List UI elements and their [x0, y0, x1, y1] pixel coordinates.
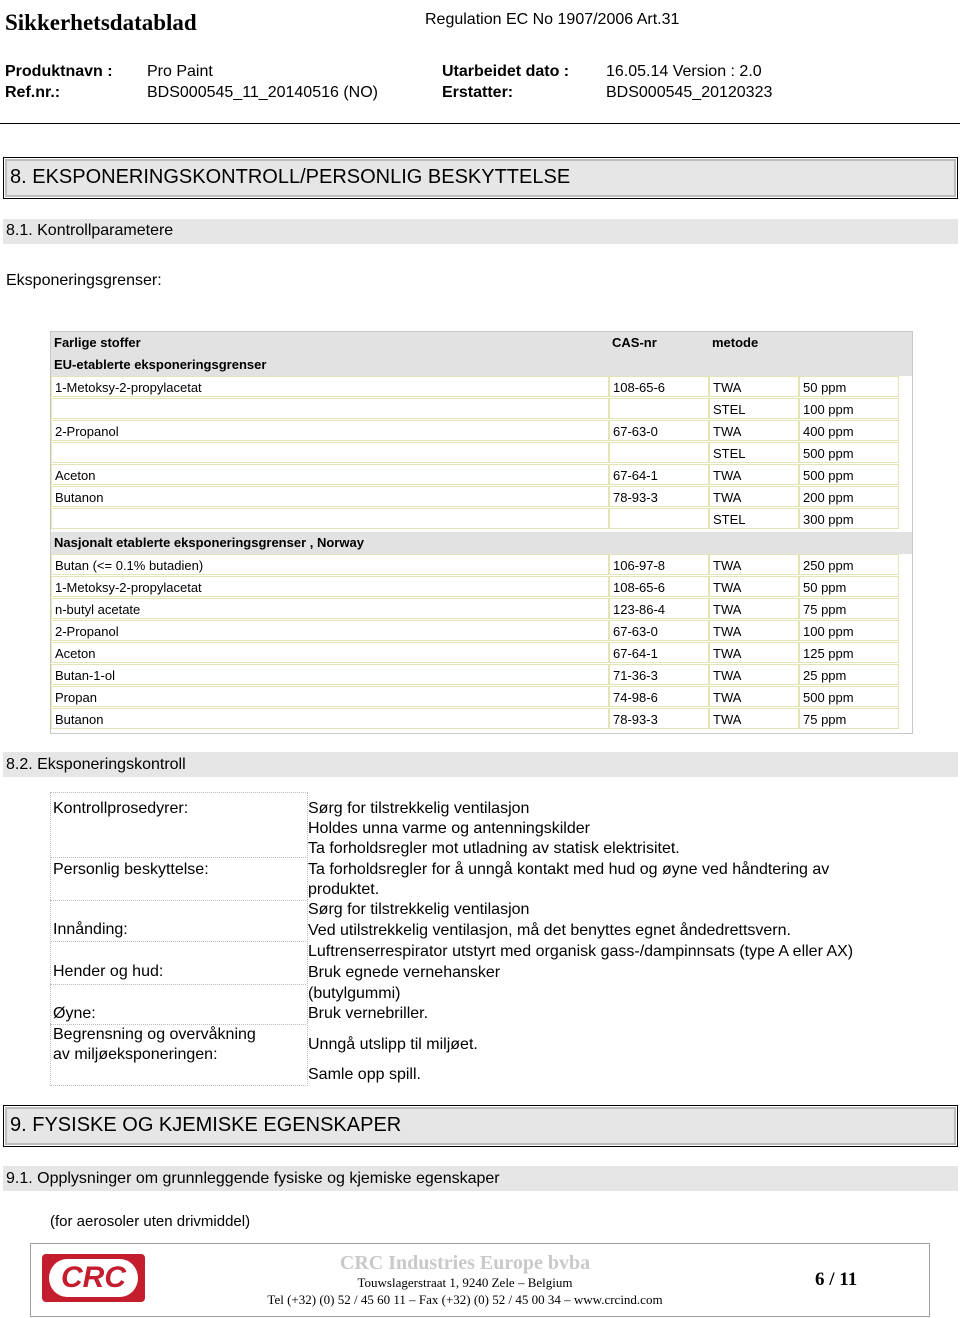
cas-cell: 78-93-3: [609, 486, 709, 507]
environmental-exposure-label-line-1: Begrensning og overvåkning: [53, 1026, 256, 1043]
value-cell: 250 ppm: [799, 554, 899, 575]
divider: [50, 900, 306, 901]
document-title: Sikkerhetsdatablad: [5, 10, 197, 35]
value-cell: 100 ppm: [799, 398, 899, 419]
substance-cell: 1-Metoksy-2-propylacetat: [51, 376, 609, 397]
environmental-exposure-label-line-2: av miljøeksponeringen:: [53, 1046, 218, 1063]
cas-cell: [609, 508, 709, 529]
eyes-label: Øyne:: [53, 1005, 96, 1022]
cas-cell: 67-63-0: [609, 420, 709, 441]
control-text-line: Sørg for tilstrekkelig ventilasjon: [308, 901, 530, 918]
value-cell: 50 ppm: [799, 576, 899, 597]
control-text-line: Ta forholdsregler for å unngå kontakt med hud og øyne ved håndtering av: [308, 861, 830, 878]
hands-skin-label: Hender og hud:: [53, 963, 164, 980]
divider: [50, 984, 306, 985]
cas-cell: 67-64-1: [609, 642, 709, 663]
cas-cell: [609, 398, 709, 419]
table-row: [51, 620, 912, 642]
cas-cell: 71-36-3: [609, 664, 709, 685]
value-cell: 50 ppm: [799, 376, 899, 397]
substance-cell: Aceton: [51, 642, 609, 663]
personal-protection-label: Personlig beskyttelse:: [53, 861, 209, 878]
ref-label: Ref.nr.:: [5, 84, 61, 101]
value-cell: 100 ppm: [799, 620, 899, 641]
method-cell: STEL: [709, 508, 799, 529]
method-cell: STEL: [709, 442, 799, 463]
value-cell: 75 ppm: [799, 708, 899, 729]
table-row: [51, 464, 912, 486]
control-text-line: Ved utilstrekkelig ventilasjon, må det benyttes egnet åndedrettsvern.: [308, 922, 791, 939]
method-cell: TWA: [709, 464, 799, 485]
method-cell: TWA: [709, 576, 799, 597]
table-row: [51, 664, 912, 686]
exposure-limits-label: Eksponeringsgrenser:: [6, 272, 162, 289]
value-cell: 500 ppm: [799, 464, 899, 485]
table-row: [51, 686, 912, 708]
company-name: CRC Industries Europe bvba: [339, 1252, 591, 1274]
control-text-line: Sørg for tilstrekkelig ventilasjon: [308, 800, 530, 817]
method-cell: TWA: [709, 686, 799, 707]
ref-value: BDS000545_11_20140516 (NO): [147, 84, 378, 101]
column-header-method: metode: [712, 335, 759, 350]
cas-cell: 123-86-4: [609, 598, 709, 619]
table-row: [51, 442, 912, 464]
product-value: Pro Paint: [147, 63, 213, 80]
substance-cell: Propan: [51, 686, 609, 707]
divider: [50, 857, 306, 858]
exposure-limits-table: [50, 331, 913, 734]
page-number: 6 / 11: [815, 1269, 858, 1290]
method-cell: TWA: [709, 420, 799, 441]
company-address: Touwslagerstraat 1, 9240 Zele – Belgium: [357, 1275, 573, 1290]
inhalation-label: Innånding:: [53, 921, 128, 938]
table-row: [51, 598, 912, 620]
method-cell: TWA: [709, 598, 799, 619]
substance-cell: Butan (<= 0.1% butadien): [51, 554, 609, 575]
control-procedures-label: Kontrollprosedyrer:: [53, 800, 189, 817]
substance-cell: 2-Propanol: [51, 420, 609, 441]
control-text-line: Luftrenserrespirator utstyrt med organisk gass-/dampinnsats (type A eller AX): [308, 943, 854, 960]
eu-group-row: [51, 354, 912, 376]
substance-cell: Butan-1-ol: [51, 664, 609, 685]
header-divider: [0, 123, 960, 124]
substance-cell: [51, 398, 609, 419]
divider: [50, 1024, 306, 1025]
method-cell: TWA: [709, 708, 799, 729]
table-row: [51, 642, 912, 664]
control-text-line: Unngå utslipp til miljøet.: [308, 1036, 478, 1053]
table-row: [51, 376, 912, 398]
cas-cell: 67-64-1: [609, 464, 709, 485]
table-row: [51, 576, 912, 598]
method-cell: TWA: [709, 620, 799, 641]
table-row: [51, 420, 912, 442]
replaces-label: Erstatter:: [442, 84, 514, 101]
company-contact: Tel (+32) (0) 52 / 45 60 11 – Fax (+32) (0) 52 / 45 00 34 – www.crcind.com: [267, 1292, 663, 1307]
cas-cell: [609, 442, 709, 463]
substance-cell: Butanon: [51, 708, 609, 729]
column-header-cas: CAS-nr: [612, 335, 657, 350]
cas-cell: 78-93-3: [609, 708, 709, 729]
aerosol-note: (for aerosoler uten drivmiddel): [50, 1213, 251, 1230]
control-text-line: Holdes unna varme og antenningskilder: [308, 820, 590, 837]
substance-cell: [51, 442, 609, 463]
eu-group-label: EU-etablerte eksponeringsgrenser: [54, 357, 267, 372]
substance-cell: Aceton: [51, 464, 609, 485]
table-row: [51, 486, 912, 508]
table-row: [51, 398, 912, 420]
cas-cell: 108-65-6: [609, 376, 709, 397]
substance-cell: 1-Metoksy-2-propylacetat: [51, 576, 609, 597]
subsection-8-2-title: 8.2. Eksponeringskontroll: [6, 756, 186, 773]
method-cell: TWA: [709, 664, 799, 685]
prepared-value: 16.05.14 Version : 2.0: [606, 63, 762, 80]
value-cell: 500 ppm: [799, 686, 899, 707]
value-cell: 125 ppm: [799, 642, 899, 663]
divider: [50, 941, 306, 942]
national-group-label: Nasjonalt etablerte eksponeringsgrenser , Norway: [54, 535, 364, 550]
method-cell: TWA: [709, 486, 799, 507]
method-cell: STEL: [709, 398, 799, 419]
control-text-line: (butylgummi): [308, 985, 401, 1002]
section-8-title: 8. EKSPONERINGSKONTROLL/PERSONLIG BESKYTTELSE: [10, 166, 571, 188]
control-text-line: Bruk vernebriller.: [308, 1005, 429, 1022]
substance-cell: [51, 508, 609, 529]
method-cell: TWA: [709, 554, 799, 575]
substance-cell: Butanon: [51, 486, 609, 507]
method-cell: TWA: [709, 376, 799, 397]
table-row: [51, 508, 912, 530]
national-group-row: [51, 532, 912, 554]
column-header-substance: Farlige stoffer: [54, 335, 141, 350]
replaces-value: BDS000545_20120323: [606, 84, 773, 101]
cas-cell: 108-65-6: [609, 576, 709, 597]
crc-logo-text: CRC: [61, 1261, 126, 1294]
value-cell: 500 ppm: [799, 442, 899, 463]
method-cell: TWA: [709, 642, 799, 663]
table-row: [51, 708, 912, 730]
prepared-label: Utarbeidet dato :: [442, 63, 570, 80]
value-cell: 25 ppm: [799, 664, 899, 685]
cas-cell: 74-98-6: [609, 686, 709, 707]
control-text-line: Ta forholdsregler mot utladning av statisk elektrisitet.: [308, 840, 680, 857]
value-cell: 200 ppm: [799, 486, 899, 507]
value-cell: 300 ppm: [799, 508, 899, 529]
control-text-line: produktet.: [308, 881, 380, 898]
substance-cell: n-butyl acetate: [51, 598, 609, 619]
control-text-line: Bruk egnede vernehansker: [308, 964, 501, 981]
subsection-8-1-title: 8.1. Kontrollparametere: [6, 222, 174, 239]
cas-cell: 106-97-8: [609, 554, 709, 575]
table-row: [51, 554, 912, 576]
cas-cell: 67-63-0: [609, 620, 709, 641]
subsection-9-1-title: 9.1. Opplysninger om grunnleggende fysiske og kjemiske egenskaper: [6, 1170, 500, 1187]
substance-cell: 2-Propanol: [51, 620, 609, 641]
value-cell: 400 ppm: [799, 420, 899, 441]
table-header-row: [51, 332, 912, 354]
control-text-line: Samle opp spill.: [308, 1066, 421, 1083]
value-cell: 75 ppm: [799, 598, 899, 619]
product-label: Produktnavn :: [5, 63, 113, 80]
section-9-title: 9. FYSISKE OG KJEMISKE EGENSKAPER: [10, 1114, 402, 1136]
regulation-text: Regulation EC No 1907/2006 Art.31: [425, 11, 680, 28]
